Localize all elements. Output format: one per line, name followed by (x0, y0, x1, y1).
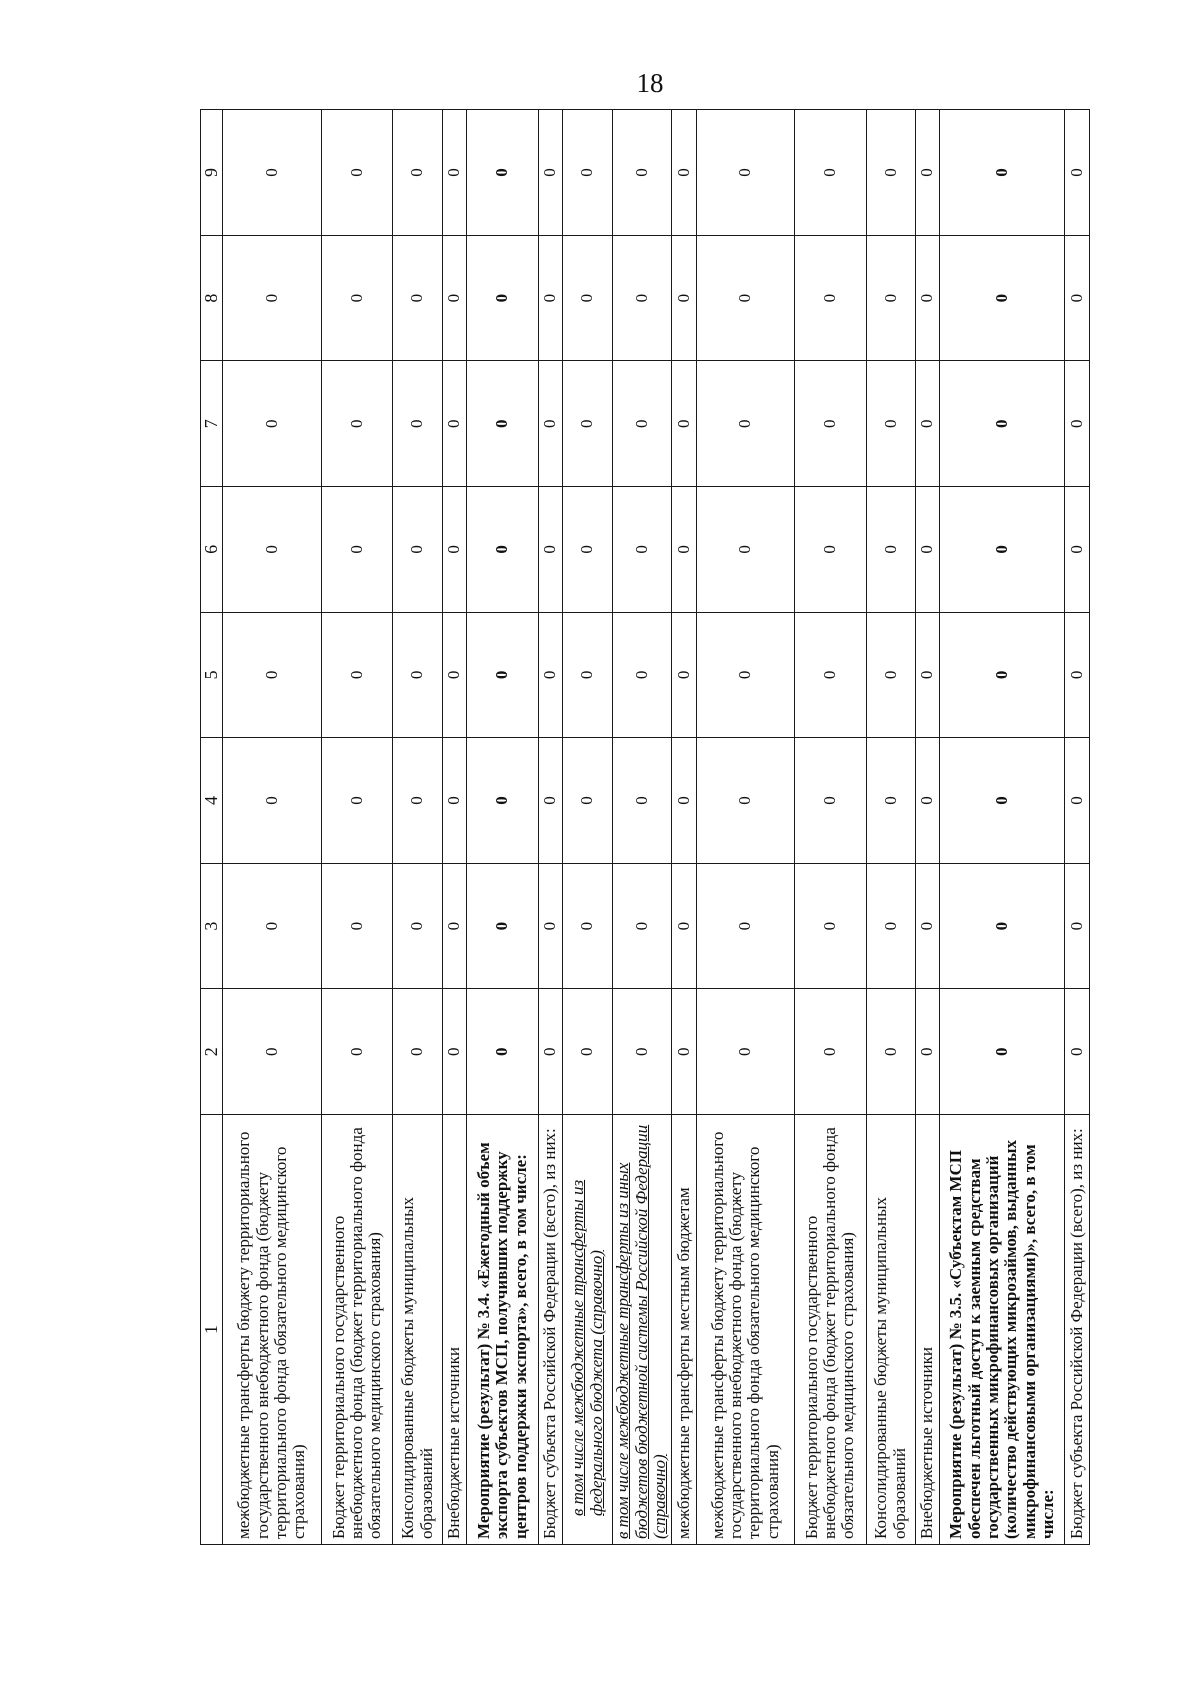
cell-value-col-3: 0 (442, 863, 467, 989)
cell-value-col-5: 0 (696, 612, 794, 738)
cell-value-col-3: 0 (393, 863, 442, 989)
row-label-text: межбюджетные трансферты местным бюджетам (673, 1187, 693, 1539)
cell-value-col-6: 0 (393, 487, 442, 613)
cell-value-col-3: 0 (223, 863, 321, 989)
cell-value-col-2: 0 (563, 989, 612, 1115)
cell-value-col-4: 0 (696, 738, 794, 864)
cell-value-col-6: 0 (563, 487, 612, 613)
cell-value-col-7: 0 (672, 361, 697, 487)
budget-table-container (200, 110, 1090, 1545)
cell-value-col-6: 0 (672, 487, 697, 613)
table-row (563, 110, 612, 1545)
cell-value-col-7: 0 (538, 361, 563, 487)
cell-value-col-8: 0 (866, 235, 915, 361)
cell-value-col-5: 0 (321, 612, 393, 738)
cell-value-col-5: 0 (563, 612, 612, 738)
cell-value-col-2: 0 (612, 989, 671, 1115)
row-label (393, 1115, 442, 1545)
column-header-6: 6 (201, 487, 223, 613)
cell-value-col-3: 0 (940, 863, 1065, 989)
row-label (223, 1115, 321, 1545)
row-label-text: Консолидированные бюджеты муниципальных образований (871, 1196, 909, 1539)
table-row (538, 110, 563, 1545)
cell-value-col-7: 0 (1065, 361, 1090, 487)
column-header-7: 7 (201, 361, 223, 487)
row-label-text: Мероприятие (результат) № 3.4. «Ежегодный объем экспорта субъектов МСП, получивших поддержку центров поддержки экспорта», всего, в том числе: (473, 1142, 530, 1539)
cell-value-col-9: 0 (223, 110, 321, 236)
table-row (794, 110, 866, 1545)
column-header-3: 3 (201, 863, 223, 989)
cell-value-col-2: 0 (672, 989, 697, 1115)
cell-value-col-3: 0 (915, 863, 940, 989)
row-label-text: межбюджетные трансферты бюджету территориального государственного внебюджетного фонда (бюджету территориального фонда обязательного медицинского страхования) (707, 1131, 782, 1539)
cell-value-col-6: 0 (940, 487, 1065, 613)
cell-value-col-3: 0 (612, 863, 671, 989)
cell-value-col-4: 0 (538, 738, 563, 864)
row-label (612, 1115, 671, 1545)
cell-value-col-7: 0 (612, 361, 671, 487)
cell-value-col-7: 0 (442, 361, 467, 487)
cell-value-col-6: 0 (696, 487, 794, 613)
table-body (223, 110, 1090, 1545)
cell-value-col-6: 0 (915, 487, 940, 613)
cell-value-col-2: 0 (538, 989, 563, 1115)
cell-value-col-2: 0 (696, 989, 794, 1115)
row-label (467, 1115, 539, 1545)
cell-value-col-2: 0 (794, 989, 866, 1115)
row-label-text: Бюджет территориального государственного внебюджетного фонда (бюджет территориального фонда обязательного медицинского страхования) (328, 1127, 385, 1539)
cell-value-col-3: 0 (563, 863, 612, 989)
cell-value-col-4: 0 (866, 738, 915, 864)
cell-value-col-9: 0 (442, 110, 467, 236)
cell-value-col-7: 0 (563, 361, 612, 487)
cell-value-col-5: 0 (467, 612, 539, 738)
table-row (321, 110, 393, 1545)
cell-value-col-5: 0 (223, 612, 321, 738)
row-label (866, 1115, 915, 1545)
cell-value-col-7: 0 (467, 361, 539, 487)
cell-value-col-8: 0 (467, 235, 539, 361)
cell-value-col-4: 0 (940, 738, 1065, 864)
table-row (672, 110, 697, 1545)
cell-value-col-6: 0 (321, 487, 393, 613)
cell-value-col-5: 0 (538, 612, 563, 738)
cell-value-col-7: 0 (866, 361, 915, 487)
cell-value-col-8: 0 (321, 235, 393, 361)
cell-value-col-6: 0 (467, 487, 539, 613)
table-header-row (201, 110, 223, 1545)
cell-value-col-4: 0 (915, 738, 940, 864)
cell-value-col-8: 0 (393, 235, 442, 361)
cell-value-col-6: 0 (442, 487, 467, 613)
cell-value-col-2: 0 (866, 989, 915, 1115)
column-header-2: 2 (201, 989, 223, 1115)
cell-value-col-6: 0 (612, 487, 671, 613)
cell-value-col-4: 0 (223, 738, 321, 864)
budget-table (200, 109, 1090, 1545)
cell-value-col-8: 0 (794, 235, 866, 361)
cell-value-col-8: 0 (915, 235, 940, 361)
cell-value-col-9: 0 (563, 110, 612, 236)
cell-value-col-2: 0 (1065, 989, 1090, 1115)
cell-value-col-5: 0 (612, 612, 671, 738)
table-row (612, 110, 671, 1545)
cell-value-col-2: 0 (442, 989, 467, 1115)
row-label (915, 1115, 940, 1545)
row-label-text: Внебюджетные источники (917, 1347, 937, 1539)
cell-value-col-6: 0 (794, 487, 866, 613)
cell-value-col-4: 0 (1065, 738, 1090, 864)
cell-value-col-5: 0 (672, 612, 697, 738)
cell-value-col-6: 0 (1065, 487, 1090, 613)
cell-value-col-2: 0 (915, 989, 940, 1115)
column-header-4: 4 (201, 738, 223, 864)
cell-value-col-8: 0 (563, 235, 612, 361)
cell-value-col-3: 0 (696, 863, 794, 989)
cell-value-col-7: 0 (223, 361, 321, 487)
cell-value-col-7: 0 (393, 361, 442, 487)
cell-value-col-2: 0 (467, 989, 539, 1115)
cell-value-col-9: 0 (538, 110, 563, 236)
cell-value-col-7: 0 (696, 361, 794, 487)
cell-value-col-9: 0 (393, 110, 442, 236)
column-header-8: 8 (201, 235, 223, 361)
cell-value-col-7: 0 (915, 361, 940, 487)
table-row (866, 110, 915, 1545)
cell-value-col-3: 0 (1065, 863, 1090, 989)
cell-value-col-5: 0 (442, 612, 467, 738)
row-label (442, 1115, 467, 1545)
column-header-1: 1 (201, 1115, 223, 1545)
table-row (915, 110, 940, 1545)
cell-value-col-8: 0 (940, 235, 1065, 361)
cell-value-col-3: 0 (321, 863, 393, 989)
cell-value-col-4: 0 (393, 738, 442, 864)
cell-value-col-5: 0 (393, 612, 442, 738)
cell-value-col-5: 0 (866, 612, 915, 738)
row-label (538, 1115, 563, 1545)
cell-value-col-3: 0 (794, 863, 866, 989)
cell-value-col-9: 0 (915, 110, 940, 236)
row-label (940, 1115, 1065, 1545)
page-number: 18 (636, 68, 664, 98)
cell-value-col-6: 0 (866, 487, 915, 613)
cell-value-col-7: 0 (794, 361, 866, 487)
row-label-text: Бюджет субъекта Российской Федерации (всего), из них: (540, 1128, 560, 1539)
cell-value-col-4: 0 (442, 738, 467, 864)
cell-value-col-8: 0 (442, 235, 467, 361)
row-label-text: межбюджетные трансферты бюджету территориального государственного внебюджетного фонда (бюджету территориального фонда обязательного медицинского страхования) (234, 1131, 309, 1539)
row-label-text: Бюджет субъекта Российской Федерации (всего), из них: (1066, 1128, 1086, 1539)
cell-value-col-5: 0 (1065, 612, 1090, 738)
cell-value-col-6: 0 (538, 487, 563, 613)
cell-value-col-3: 0 (538, 863, 563, 989)
cell-value-col-8: 0 (672, 235, 697, 361)
table-row (223, 110, 321, 1545)
cell-value-col-4: 0 (672, 738, 697, 864)
cell-value-col-7: 0 (940, 361, 1065, 487)
cell-value-col-8: 0 (696, 235, 794, 361)
row-label-text: в том числе межбюджетные трансферты из федерального бюджета (справочно) (568, 1179, 606, 1516)
row-label (672, 1115, 697, 1545)
cell-value-col-9: 0 (467, 110, 539, 236)
cell-value-col-4: 0 (794, 738, 866, 864)
cell-value-col-5: 0 (940, 612, 1065, 738)
row-label-text: в том числе межбюджетные трансферты из иных бюджетов бюджетной системы Российской Федерации (справочно) (613, 1124, 669, 1539)
table-row (467, 110, 539, 1545)
row-label-text: Бюджет территориального государственного внебюджетного фонда (бюджет территориального фонда обязательного медицинского страхования) (801, 1127, 858, 1539)
cell-value-col-5: 0 (794, 612, 866, 738)
cell-value-col-2: 0 (321, 989, 393, 1115)
cell-value-col-2: 0 (940, 989, 1065, 1115)
row-label (1065, 1115, 1090, 1545)
cell-value-col-5: 0 (915, 612, 940, 738)
cell-value-col-2: 0 (393, 989, 442, 1115)
cell-value-col-3: 0 (672, 863, 697, 989)
cell-value-col-4: 0 (321, 738, 393, 864)
cell-value-col-8: 0 (538, 235, 563, 361)
cell-value-col-9: 0 (794, 110, 866, 236)
cell-value-col-8: 0 (1065, 235, 1090, 361)
cell-value-col-9: 0 (1065, 110, 1090, 236)
row-label-text: Консолидированные бюджеты муниципальных образований (398, 1196, 436, 1539)
table-row (1065, 110, 1090, 1545)
cell-value-col-3: 0 (467, 863, 539, 989)
cell-value-col-3: 0 (866, 863, 915, 989)
table-row (940, 110, 1065, 1545)
cell-value-col-9: 0 (696, 110, 794, 236)
row-label (563, 1115, 612, 1545)
row-label-text: Мероприятие (результат) № 3.5. «Субъектам МСП обеспечен льготный доступ к заемным средствам государственных микрофинансовых организаций (количество действующих микрозаймов, выданных микрофинансовыми организациями)», всего, в том числе: (946, 1140, 1058, 1539)
cell-value-col-9: 0 (672, 110, 697, 236)
cell-value-col-8: 0 (612, 235, 671, 361)
cell-value-col-9: 0 (940, 110, 1065, 236)
cell-value-col-2: 0 (223, 989, 321, 1115)
cell-value-col-9: 0 (866, 110, 915, 236)
cell-value-col-7: 0 (321, 361, 393, 487)
table-row (696, 110, 794, 1545)
table-row (442, 110, 467, 1545)
cell-value-col-4: 0 (563, 738, 612, 864)
cell-value-col-9: 0 (612, 110, 671, 236)
column-header-9: 9 (201, 110, 223, 236)
row-label (794, 1115, 866, 1545)
row-label (321, 1115, 393, 1545)
cell-value-col-4: 0 (612, 738, 671, 864)
cell-value-col-8: 0 (223, 235, 321, 361)
column-header-5: 5 (201, 612, 223, 738)
cell-value-col-9: 0 (321, 110, 393, 236)
cell-value-col-6: 0 (223, 487, 321, 613)
table-row (393, 110, 442, 1545)
row-label-text: Внебюджетные источники (444, 1347, 464, 1539)
cell-value-col-4: 0 (467, 738, 539, 864)
row-label (696, 1115, 794, 1545)
